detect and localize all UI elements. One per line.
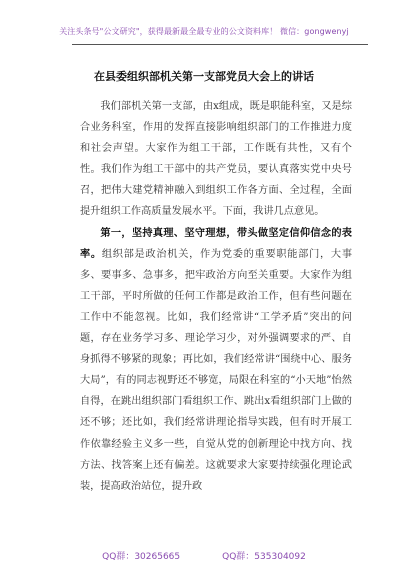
footer-qq-group-1: QQ群：30265665 xyxy=(102,552,181,562)
footer-qq-group-2: QQ群：535304092 xyxy=(222,552,306,562)
header-divider xyxy=(72,44,368,45)
document-body xyxy=(80,96,352,497)
footer-contacts xyxy=(0,549,408,562)
section-1-body: 组织部是政治机关，作为党委的重要职能部门，大事多、要事多、急事多，把牢政治方向至关重要。大家作为组工干部，平时所做的任何工作都是政治工作，但有些问题在工作中不能忽视。比如，我们经常讲“工学矛盾”突出的问题，存在业务学习多、理论学习少，对外强调要求的严、自身抓得不够紧的现象；再比如，我们经常讲“围绕中心、服务大局”，有的同志视野还不够宽，局限在科室的“小天地”怡然自得，在跳出组织部门看组织工作、跳出x看组织部门上做的还不够；还比如，我们经常讲理论指导实践，但有时开展工作依靠经验主义多一些，自觉从党的创新理论中找方向、找方法、找答案上还有偏差。这就要求大家要持续强化理论武装，提高政治站位，提升政 xyxy=(80,248,353,492)
section-1-paragraph xyxy=(80,223,352,497)
document-title: 在县委组织部机关第一支部党员大会上的讲话 xyxy=(94,70,314,83)
section-1-lead: 第一，坚持真理、坚守理想，带头做坚定信仰信念的表率。 xyxy=(80,226,352,260)
intro-paragraph: 我们部机关第一支部，由x组成，既是职能科室，又是综合业务科室，作用的发挥直接影响组织部门的工作推进力度和社会声望。大家作为组工干部，工作既有共性，又有个性。我们作为组工干部中的共产党员，要认真落实党中央号召，把伟大建党精神融入到组织工作各方面、全过程，全面提升组织工作高质量发展水平。下面，我讲几点意见。 xyxy=(80,101,352,218)
header-promo-text: 关注头条号"公文研究"，获得最新最全最专业的公文资料库！ 微信：gongwenyj xyxy=(59,27,349,36)
